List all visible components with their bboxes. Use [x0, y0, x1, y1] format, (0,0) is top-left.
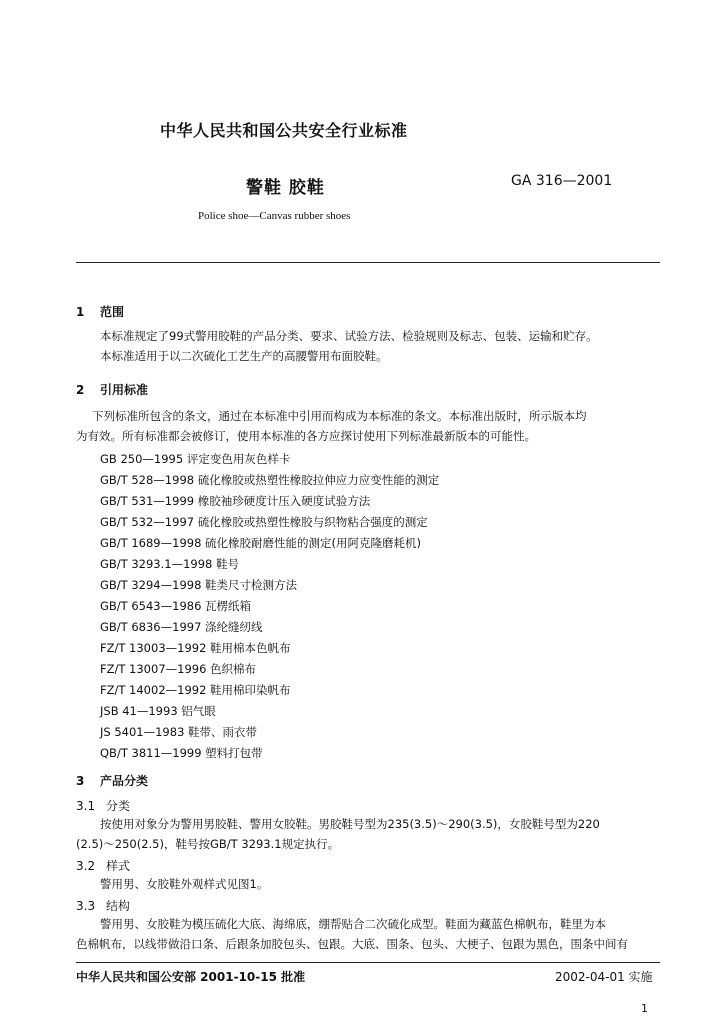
subsection-3-3-line-2: 色棉帆布，以线带做沿口条、后跟条加胶包头、包跟。大底、围条、包头、大梗子、包跟为黑色，围条中间有	[76, 937, 628, 951]
footer-divider	[76, 962, 660, 963]
section-1-heading	[76, 303, 124, 320]
reference-standard: GB/T 528—1998 硫化橡胶或热塑性橡胶拉伸应力应变性能的测定	[100, 473, 440, 487]
subsection-3-2-heading	[76, 857, 130, 874]
subsection-3-1-line-2: (2.5)～250(2.5)，鞋号按GB/T 3293.1规定执行。	[76, 837, 340, 851]
subsection-number: 3.2	[76, 859, 96, 873]
reference-standard: JS 5401—1983 鞋带、雨衣带	[100, 725, 258, 739]
subsection-title: 样式	[106, 859, 131, 873]
reference-standard: FZ/T 13003—1992 鞋用棉本色帆布	[100, 641, 291, 655]
subsection-number: 3.3	[76, 899, 96, 913]
section-2-heading	[76, 381, 148, 398]
section-2-intro-line-2: 为有效。所有标准都会被修订，使用本标准的各方应探讨使用下列标准最新版本的可能性。	[76, 429, 536, 443]
section-1-paragraph-2: 本标准适用于以二次硫化工艺生产的高腰警用布面胶鞋。	[100, 349, 388, 363]
header-divider	[76, 262, 660, 263]
reference-standard: FZ/T 13007—1996 色织棉布	[100, 662, 257, 676]
reference-standard: GB/T 1689—1998 硫化橡胶耐磨性能的测定(用阿克隆磨耗机)	[100, 536, 422, 550]
section-number: 1	[76, 305, 85, 319]
section-title: 范围	[100, 305, 125, 319]
reference-standard: JSB 41—1993 铝气眼	[100, 704, 216, 718]
section-1-paragraph-1: 本标准规定了99式警用胶鞋的产品分类、要求、试验方法、检验规则及标志、包装、运输和贮存。	[100, 329, 598, 343]
reference-standard: FZ/T 14002—1992 鞋用棉印染帆布	[100, 683, 291, 697]
reference-standard: QB/T 3811—1999 塑料打包带	[100, 746, 263, 760]
ministry-header: 中华人民共和国公共安全行业标准	[160, 121, 408, 140]
section-number: 2	[76, 383, 85, 397]
reference-standard: GB/T 6836—1997 涤纶缝纫线	[100, 620, 263, 634]
reference-standard: GB/T 3293.1—1998 鞋号	[100, 557, 240, 571]
section-title: 产品分类	[100, 774, 149, 788]
document-title: 警鞋 胶鞋	[246, 178, 325, 198]
reference-standard: GB 250—1995 评定变色用灰色样卡	[100, 452, 291, 466]
section-2-intro-line-1: 下列标准所包含的条文，通过在本标准中引用而构成为本标准的条文。本标准出版时，所示版本均	[92, 409, 587, 423]
approval-statement: 中华人民共和国公安部 2001-10-15 批准	[76, 970, 306, 984]
subsection-3-1-line-1: 按使用对象分为警用男胶鞋、警用女胶鞋。男胶鞋号型为235(3.5)～290(3.5)，女胶鞋号型为220	[100, 817, 600, 831]
reference-standard: GB/T 532—1997 硫化橡胶或热塑性橡胶与织物粘合强度的测定	[100, 515, 428, 529]
reference-standard: GB/T 6543—1986 瓦楞纸箱	[100, 599, 252, 613]
implementation-date: 2002-04-01 实施	[555, 970, 653, 984]
subsection-title: 结构	[106, 899, 131, 913]
subsection-title: 分类	[106, 799, 131, 813]
section-number: 3	[76, 774, 85, 788]
reference-standard: GB/T 3294—1998 鞋类尺寸检测方法	[100, 578, 298, 592]
subsection-3-3-line-1: 警用男、女胶鞋为模压硫化大底、海绵底，绷帮贴合二次硫化成型。鞋面为藏蓝色棉帆布，鞋里为本	[100, 917, 606, 931]
subsection-number: 3.1	[76, 799, 96, 813]
page-number: 1	[641, 1002, 648, 1015]
section-title: 引用标准	[100, 383, 149, 397]
section-3-heading	[76, 772, 148, 789]
document-subtitle-en: Police shoe—Canvas rubber shoes	[198, 210, 351, 222]
subsection-3-1-heading	[76, 797, 130, 814]
standard-number: GA 316—2001	[511, 173, 613, 189]
subsection-3-2-line-1: 警用男、女胶鞋外观样式见图1。	[100, 877, 269, 891]
subsection-3-3-heading	[76, 897, 130, 914]
reference-standard: GB/T 531—1999 橡胶袖珍硬度计压入硬度试验方法	[100, 494, 371, 508]
